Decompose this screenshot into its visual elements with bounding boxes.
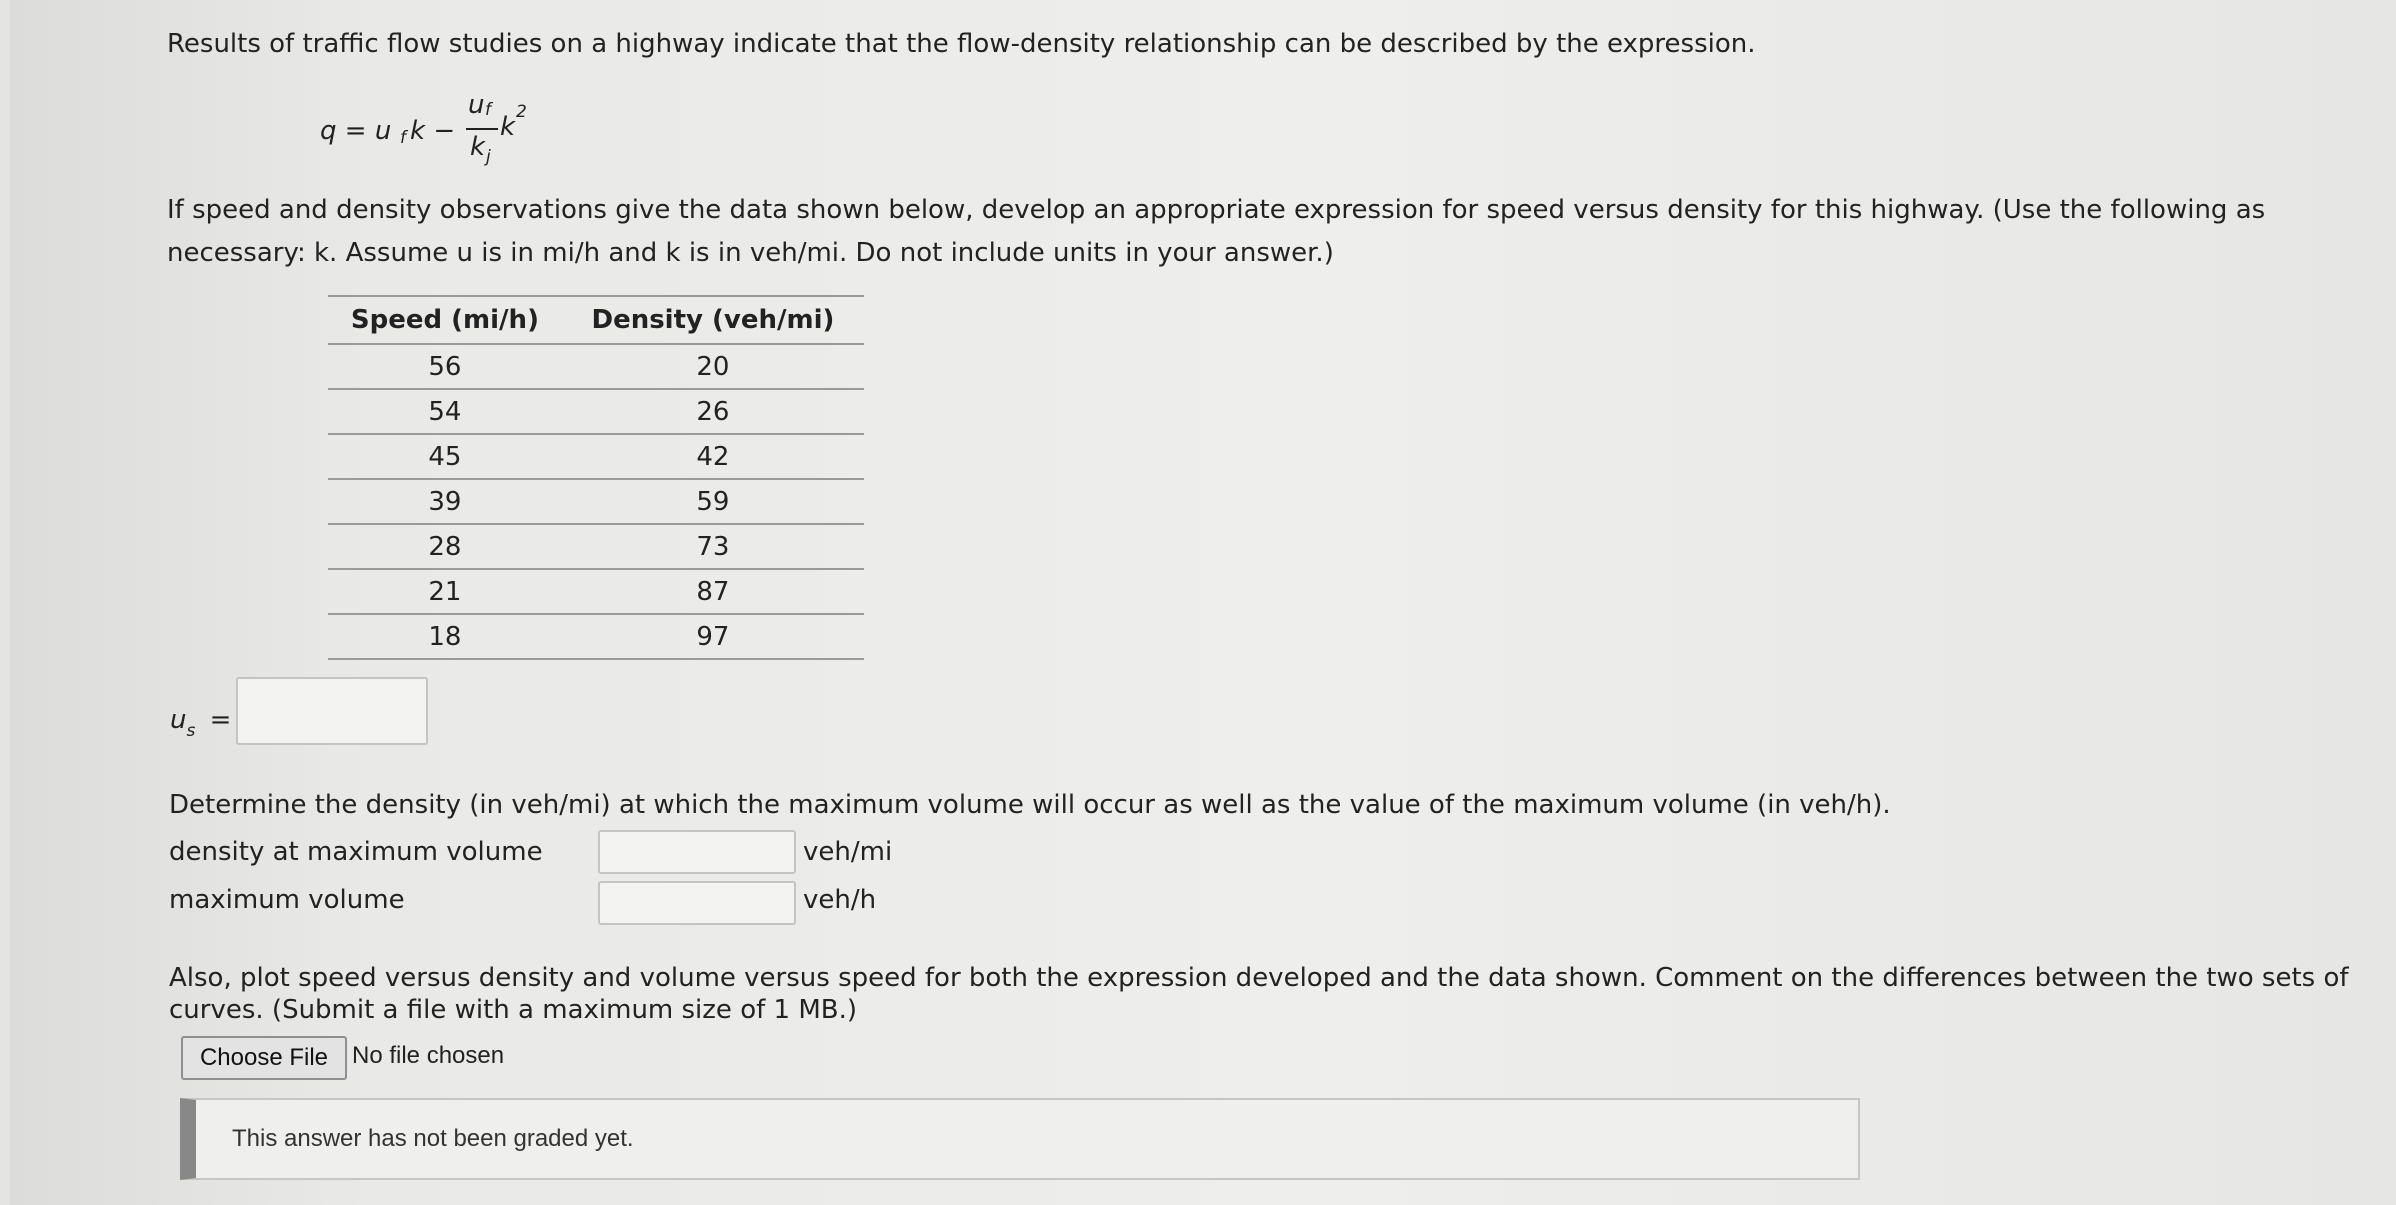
formula-numerator-sub: f [485,100,491,120]
volume-unit: veh/h [803,885,877,915]
us-equals: = [209,705,232,735]
question-page [10,0,2396,1205]
formula-sub-f: f [400,128,406,148]
formula-k-squared: k [500,112,516,142]
density-cell: 59 [562,479,864,524]
flow-density-formula [320,92,560,182]
speed-cell: 21 [328,569,562,614]
fraction-bar [466,128,498,130]
grading-status-box [180,1098,1860,1180]
speed-cell: 18 [328,614,562,659]
formula-denominator-sub: j [486,147,491,167]
us-answer-input[interactable] [236,677,428,745]
table-row [328,434,864,479]
us-label-u: u [170,705,187,735]
header-density: Density (veh/mi) [562,296,864,344]
part3-line-1: Also, plot speed versus density and volume versus speed for both the expression developed and the data shown. Comment on the differences between the two sets of [169,963,2349,993]
max-volume-label: maximum volume [169,885,405,915]
instruction-line-1: If speed and density observations give the data shown below, develop an appropriate expression for speed versus density for this highway. (Use the following as [167,195,2266,225]
choose-file-button[interactable]: Choose File [181,1036,347,1080]
table-row [328,344,864,389]
speed-cell: 56 [328,344,562,389]
density-cell: 97 [562,614,864,659]
density-unit: veh/mi [803,837,893,867]
density-cell: 20 [562,344,864,389]
formula-denominator: k [470,132,486,162]
instruction-line-2: necessary: k. Assume u is in mi/h and k is in veh/mi. Do not include units in your answer.) [167,238,1334,268]
part3-line-2: curves. (Submit a file with a maximum size of 1 MB.) [169,995,857,1025]
table-row [328,614,864,659]
density-cell: 87 [562,569,864,614]
grading-message: This answer has not been graded yet. [232,1125,634,1152]
speed-cell: 45 [328,434,562,479]
speed-cell: 39 [328,479,562,524]
max-volume-input[interactable] [598,881,796,925]
us-label [170,700,231,751]
table-row [328,479,864,524]
density-cell: 26 [562,389,864,434]
header-speed: Speed (mi/h) [328,296,562,344]
formula-numerator: u [468,90,485,120]
density-cell: 73 [562,524,864,569]
speed-cell: 28 [328,524,562,569]
formula-k-term: k − [410,116,456,146]
question-intro: Results of traffic flow studies on a highway indicate that the flow-density relationship can be described by the expression. [167,29,1756,59]
speed-cell: 54 [328,389,562,434]
file-status: No file chosen [352,1042,505,1069]
table-row [328,569,864,614]
speed-density-table [328,295,864,660]
us-label-sub: s [186,721,196,741]
density-max-label: density at maximum volume [169,837,543,867]
density-max-input[interactable] [598,830,796,874]
table-row [328,524,864,569]
density-cell: 42 [562,434,864,479]
table-row [328,389,864,434]
part2-prompt: Determine the density (in veh/mi) at which the maximum volume will occur as well as the value of the maximum volume (in veh/h). [169,790,1891,820]
formula-exponent: 2 [516,102,527,122]
formula-lhs: q = u [320,116,392,146]
